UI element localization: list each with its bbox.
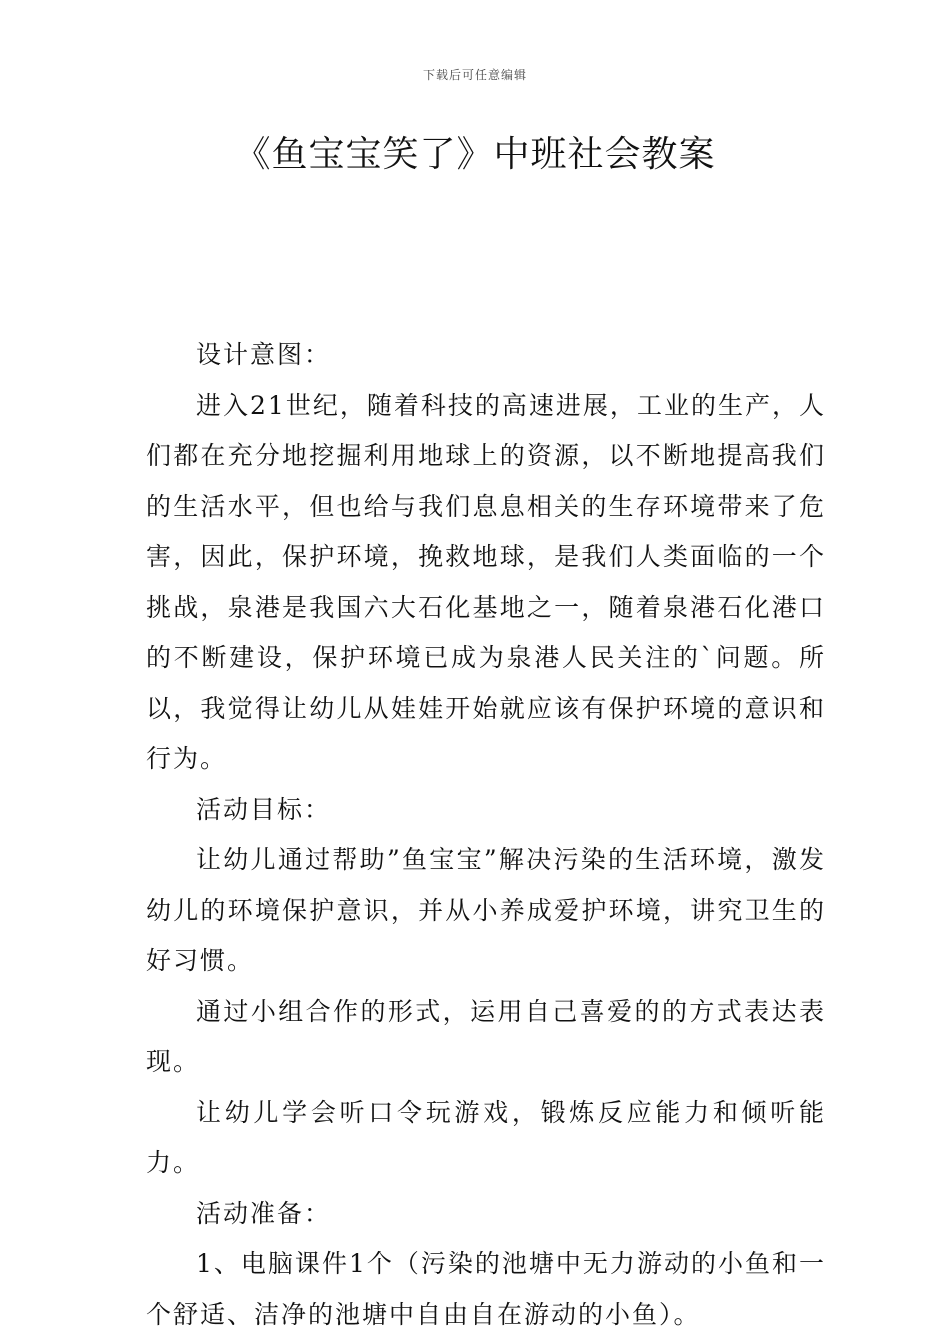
document-body bbox=[146, 330, 826, 1340]
paragraph-design-intent: 进入21世纪，随着科技的高速进展，工业的生产，人们都在充分地挖掘利用地球上的资源，以不断地提高我们的生活水平，但也给与我们息息相关的生存环境带来了危害，因此，保护环境，挽救地球，是我们人类面临的一个挑战，泉港是我国六大石化基地之一，随着泉港石化港口的不断建设，保护环境已成为泉港人民关注的`问题。所以，我觉得让幼儿从娃娃开始就应该有保护环境的意识和行为。 bbox=[146, 390, 826, 773]
section-heading-preparation: 活动准备： bbox=[196, 1198, 332, 1228]
paragraph-preparation-1: 1、电脑课件1个（污染的池塘中无力游动的小鱼和一个舒适、洁净的池塘中自由自在游动的小鱼）。 bbox=[146, 1249, 826, 1329]
paragraph-goal-3: 让幼儿学会听口令玩游戏，锻炼反应能力和倾听能力。 bbox=[146, 1097, 826, 1177]
document-title: 《鱼宝宝笑了》中班社会教案 bbox=[234, 134, 716, 175]
header-note: 下载后可任意编辑 bbox=[422, 68, 527, 82]
paragraph-goal-1: 让幼儿通过帮助”鱼宝宝”解决污染的生活环境，激发幼儿的环境保护意识，并从小养成爱护环境，讲究卫生的好习惯。 bbox=[146, 845, 826, 975]
paragraph-goal-2: 通过小组合作的形式，运用自己喜爱的的方式表达表现。 bbox=[146, 996, 826, 1076]
section-heading-activity-goals: 活动目标： bbox=[196, 794, 332, 824]
section-heading-design-intent: 设计意图： bbox=[196, 340, 332, 369]
